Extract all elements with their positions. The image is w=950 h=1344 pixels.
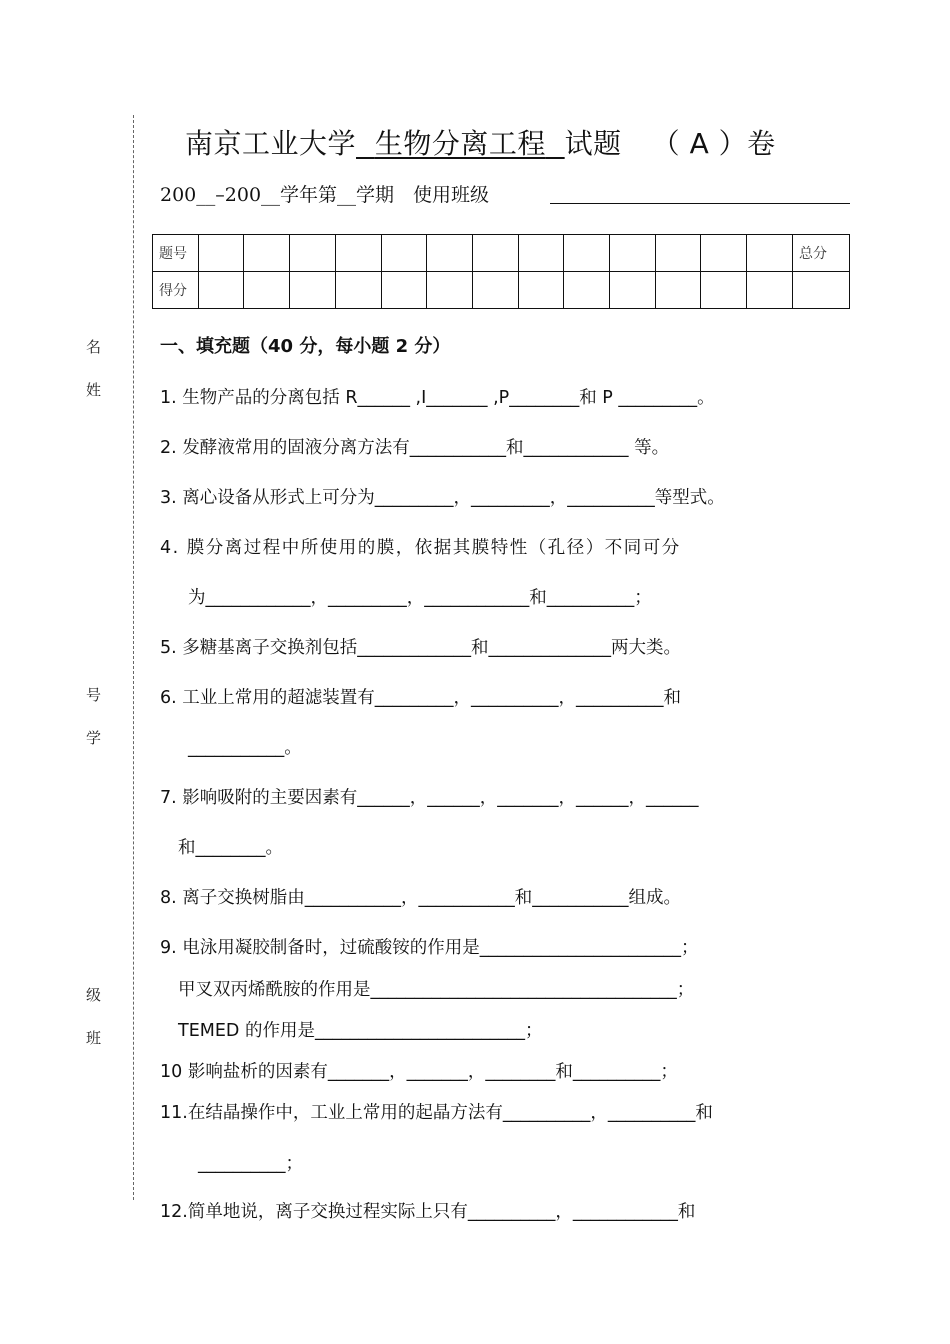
question-line: 11.在结晶操作中，工业上常用的起晶方法有__________，__________和 [160, 1103, 713, 1123]
question-line: 为____________，_________，____________和__________； [188, 588, 652, 608]
score-cell [335, 235, 381, 272]
score-cell [335, 272, 381, 309]
score-table [152, 234, 850, 309]
paper-type: （ A ）卷 [651, 127, 776, 160]
question-line: 和________。 [178, 838, 283, 858]
side-label-name-char: 姓 [86, 381, 102, 399]
score-cell [610, 272, 656, 309]
question-line: 2. 发酵液常用的固液分离方法有___________和____________ 等。 [160, 438, 670, 458]
exam-word: 试题 [564, 127, 622, 160]
score-table-row [153, 235, 850, 272]
score-cell [564, 235, 610, 272]
binding-margin-line [133, 115, 134, 1200]
score-cell [747, 272, 793, 309]
score-cell [701, 272, 747, 309]
score-cell [747, 235, 793, 272]
side-label-class [86, 984, 104, 1048]
question-line: 甲叉双丙烯酰胺的作用是___________________________________； [178, 980, 695, 1000]
score-cell [701, 235, 747, 272]
score-cell [564, 272, 610, 309]
score-row-label: 得分 [153, 272, 199, 309]
score-cell [427, 235, 473, 272]
side-label-name [86, 336, 104, 400]
question-line: 8. 离子交换树脂由___________，___________和___________组成。 [160, 888, 682, 908]
question-line: 3. 离心设备从形式上可分为_________，_________，__________等型式。 [160, 488, 725, 508]
score-cell [381, 272, 427, 309]
score-cell [244, 235, 290, 272]
score-row-label: 题号 [153, 235, 199, 272]
course-name-text: 生物分离工程 [374, 127, 546, 160]
course-name [356, 127, 565, 160]
score-total-cell [793, 272, 850, 309]
section-title: 一、填充题（40 分，每小题 2 分） [160, 336, 451, 357]
score-cell [198, 235, 244, 272]
question-line: 1. 生物产品的分离包括 R______ ,I_______ ,P________和 P _________。 [160, 388, 715, 408]
question-line: TEMED 的作用是________________________； [178, 1021, 543, 1041]
question-line: 12.简单地说，离子交换过程实际上只有__________，____________和 [160, 1202, 696, 1222]
score-cell [655, 235, 701, 272]
score-cell [290, 272, 336, 309]
score-cell [655, 272, 701, 309]
score-table-row [153, 272, 850, 309]
question-line: 7. 影响吸附的主要因素有______，______，_______，______，______ [160, 788, 699, 808]
side-label-class-char: 级 [86, 986, 102, 1004]
question-line: 4. 膜分离过程中所使用的膜，依据其膜特性（孔径）不同可分 [160, 538, 681, 558]
score-cell [244, 272, 290, 309]
side-label-id [86, 684, 104, 748]
side-label-id-char: 号 [86, 686, 102, 704]
class-fill-line [550, 203, 850, 204]
question-line: 6. 工业上常用的超滤装置有_________，__________，__________和 [160, 688, 682, 708]
score-cell [518, 235, 564, 272]
question-line: ___________。 [188, 738, 302, 758]
question-line: __________； [198, 1154, 303, 1174]
question-line: 10 影响盐析的因素有_______，_______，________和__________； [160, 1062, 678, 1082]
score-cell [381, 235, 427, 272]
side-label-name-char: 名 [86, 338, 102, 356]
score-cell [472, 272, 518, 309]
score-cell [472, 235, 518, 272]
score-cell [290, 235, 336, 272]
question-line: 5. 多糖基离子交换剂包括_____________和______________两大类。 [160, 638, 682, 658]
exam-title [185, 122, 776, 162]
score-cell [518, 272, 564, 309]
question-line: 9. 电泳用凝胶制备时，过硫酸铵的作用是_______________________； [160, 938, 699, 958]
term-line: 200__–200__学年第__学期 使用班级 [160, 184, 490, 206]
score-cell [610, 235, 656, 272]
side-label-class-char: 班 [86, 1029, 102, 1047]
score-cell [198, 272, 244, 309]
score-cell [427, 272, 473, 309]
score-total-label: 总分 [793, 235, 850, 272]
side-label-id-char: 学 [86, 729, 102, 747]
school-name: 南京工业大学 [185, 127, 357, 160]
